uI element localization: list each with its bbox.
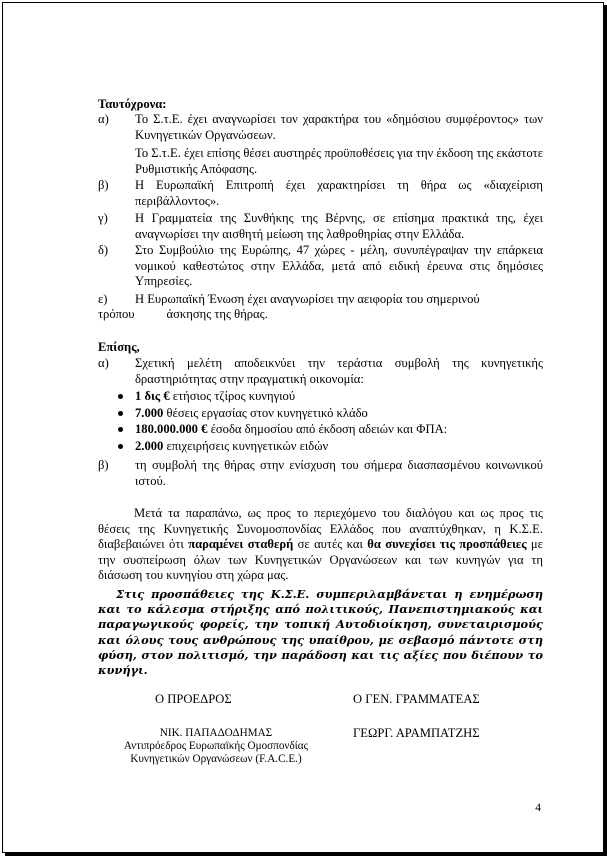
president-signature-block bbox=[91, 727, 341, 766]
list-item-text: Η Ευρωπαϊκή Επιτροπή έχει χαρακτηρίσει τη θήρα ως «διαχείριση περιβάλλοντος». bbox=[135, 178, 543, 208]
list-item-text: Στο Συμβούλιο της Ευρώπης, 47 χώρες - μέλη, συνυπέγραψαν την επάρκεια νομικού καθεστώτος στην Ελλάδα, μετά από ειδική έρευνα στις δημόσιες Υπηρεσίες. bbox=[135, 243, 543, 288]
list-item-text: Το Σ.τ.Ε. έχει επίσης θέσει αυστηρές προϋποθέσεις για την έκδοση της εκάστοτε Ρυθμιστικής Απόφασης. bbox=[135, 146, 543, 176]
list-item-e bbox=[98, 292, 543, 308]
list-item-text: τρόπου bbox=[98, 307, 135, 321]
list-item-text: τη συμβολή της θήρας στην ενίσχυση του σήμερα διασπασμένου κοινωνικού ιστού. bbox=[135, 458, 543, 488]
bullet-icon bbox=[118, 444, 123, 449]
list-item-a bbox=[98, 112, 543, 177]
president-title: Ο ΠΡΟΕΔΡΟΣ bbox=[155, 692, 232, 706]
list-marker: δ) bbox=[98, 243, 109, 257]
president-name: ΝΙΚ. ΠΑΠΑΔΟΔΗΜΑΣ bbox=[159, 727, 273, 739]
closing-paragraph: Μετά τα παραπάνω, ως προς το περιεχόμενο του διαλόγου και ως προς τις θέσεις της Κυνηγετικής Συνομοσπονδίας Ελλάδος που αναπτύχθηκαν, η Κ.Σ.Ε. διαβεβαιώνει ότι παραμένει σταθερή σε αυτές και θα συνεχίσει τις προσπάθειες με την συσπείρωση όλων των Κυνηγετικών Οργανώσεων και των κυνηγών για τη διάσωση του κυνηγίου στη χώρα μας. bbox=[98, 506, 543, 582]
list-item-text: Η Ευρωπαϊκή Ένωση έχει αναγνωρίσει την αειφορία του σημερινού bbox=[135, 292, 480, 306]
list-item-b bbox=[98, 178, 543, 209]
bullet-item: 180.000.000 € έσοδα δημοσίου από έκδοση αδειών και ΦΠΑ: bbox=[115, 421, 535, 438]
list-marker: α) bbox=[98, 112, 109, 126]
general-secretary-title: Ο ΓΕΝ. ΓΡΑΜΜΑΤΕΑΣ bbox=[353, 692, 480, 706]
list-marker: β) bbox=[98, 178, 109, 192]
bullet-icon bbox=[118, 411, 123, 416]
list-item-text: Σχετική μελέτη αποδεικνύει την τεράστια συμβολή της κυνηγετικής δραστηριότητας στην πραγματική οικονομία: bbox=[135, 356, 543, 386]
bullet-icon bbox=[118, 427, 123, 432]
list-item-b bbox=[98, 458, 543, 489]
bullet-icon bbox=[118, 394, 123, 399]
bullet-item: 1 δις € ετήσιος τζίρος κυνηγιού bbox=[115, 388, 535, 405]
list-marker: ε) bbox=[98, 292, 108, 306]
economy-bullet-list bbox=[115, 388, 535, 454]
list-marker: α) bbox=[98, 356, 109, 370]
list-item-text: Το Σ.τ.Ε. έχει αναγνωρίσει τον χαρακτήρα του «δημόσιου συμφέροντος» των Κυνηγετικών Οργανώσεων. bbox=[135, 112, 543, 142]
list-item-a bbox=[98, 356, 543, 387]
efforts-paragraph: Στις προσπάθειες της Κ.Σ.Ε. συμπεριλαμβάνεται η ενημέρωση και το κάλεσμα στήριξης από πολιτικούς, Πανεπιστημιακούς και παραγωγικούς φορείς, την τοπική Αυτοδιοίκηση, συνεταιρισμούς και όλους τους ανθρώπους της υπαίθρου, με σεβασμό πάντοτε στη φύση, στον πολιτισμό, την παράδοση και τις αξίες που διέπουν το κυνήγι. bbox=[98, 587, 543, 678]
president-role: Αντιπρόεδρος Ευρωπαϊκής Ομοσπονδίας bbox=[123, 740, 309, 752]
bullet-item: 2.000 επιχειρήσεις κυνηγετικών ειδών bbox=[115, 438, 535, 455]
bullet-item: 7.000 θέσεις εργασίας στον κυνηγετικό κλάδο bbox=[115, 405, 535, 422]
general-secretary-name: ΓΕΩΡΓ. ΑΡΑΜΠΑΤΖΗΣ bbox=[353, 726, 480, 740]
list-item-d bbox=[98, 243, 543, 290]
document-page bbox=[2, 2, 604, 853]
list-item-e-continuation bbox=[98, 307, 268, 323]
section-heading-also: Επίσης, bbox=[98, 340, 140, 354]
section-heading-simultaneously: Ταυτόχρονα: bbox=[98, 97, 167, 111]
list-item-c bbox=[98, 211, 543, 242]
president-role: Κυνηγετικών Οργανώσεων (F.A.C.E.) bbox=[130, 753, 302, 765]
list-item-text: Η Γραμματεία της Συνθήκης της Βέρνης, σε επίσημα πρακτικά της, έχει αναγνωρίσει την αισθητή μείωση της λαθροθηρίας στην Ελλάδα. bbox=[135, 211, 543, 241]
page-number: 4 bbox=[535, 802, 541, 814]
list-item-text: άσκησης της θήρας. bbox=[166, 307, 268, 321]
list-marker: γ) bbox=[98, 211, 108, 225]
list-marker: β) bbox=[98, 458, 109, 472]
